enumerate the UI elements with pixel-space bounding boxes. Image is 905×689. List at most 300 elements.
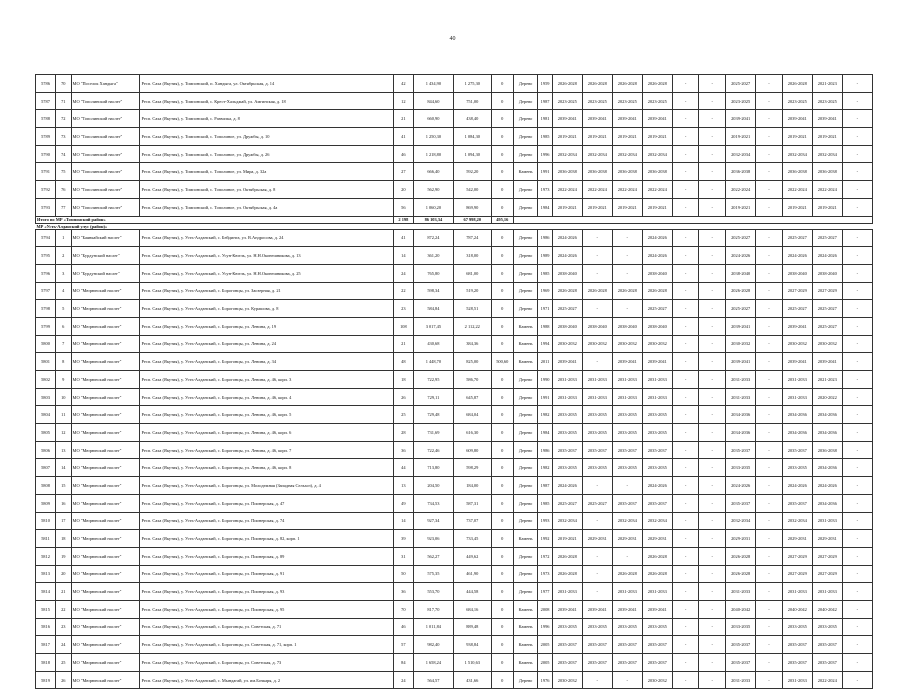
table-cell: - (842, 547, 872, 565)
table-cell: 2019-2021 (642, 128, 672, 146)
table-cell: 48 (393, 353, 413, 371)
table-cell: Респ. Саха (Якутия), у. Усть-Алданский, с. Усун-Кюель, ул. Н.Н.Оконешникова, д. 25 (140, 264, 393, 282)
table-cell: 5805 (36, 424, 56, 442)
table-cell: - (672, 110, 699, 128)
table-cell: 5808 (36, 477, 56, 495)
table-cell: 2019-2021 (782, 198, 812, 216)
table-cell: 2034-2036 (782, 406, 812, 424)
district-header: МР «Усть-Алданский улус (район)» (36, 223, 873, 229)
table-cell: 22 (56, 600, 72, 618)
table-cell: 2022-2024 (782, 181, 812, 199)
table-cell: 2035-2037 (552, 654, 582, 672)
table-cell: - (672, 128, 699, 146)
table-cell: 2026-2028 (782, 75, 812, 93)
table-cell: 44 (393, 459, 413, 477)
table-cell: 461,90 (453, 565, 491, 583)
table-cell: 2019-2021 (726, 198, 756, 216)
table-cell: Респ. Саха (Якутия), у. Усть-Алданский, с. Борогонцы, ул. Пионерская, д. 95 (140, 600, 393, 618)
table-cell: - (756, 654, 783, 672)
page-number: 40 (449, 36, 456, 42)
table-cell: 14 (56, 459, 72, 477)
table-cell: 318,00 (453, 247, 491, 265)
table-cell: 2033-2035 (582, 618, 612, 636)
table-cell: 982,40 (413, 636, 453, 654)
table-cell: Дерево (513, 198, 537, 216)
table-row (36, 353, 873, 371)
table-cell: - (672, 512, 699, 530)
table-cell: 2039-2041 (582, 110, 612, 128)
table-cell: 2035-2037 (642, 636, 672, 654)
summary-label: Итого по МР «Томпонский район» (36, 216, 394, 223)
table-cell: 2026-2028 (642, 565, 672, 583)
table-cell: 13 (56, 441, 72, 459)
table-cell: - (842, 406, 872, 424)
table-cell: Респ. Саха (Якутия), у. Усть-Алданский, с. Борогонцы, ул. Ленина, д. 46, корп. 7 (140, 441, 393, 459)
table-cell: 2031-2033 (726, 671, 756, 689)
table-cell: - (756, 530, 783, 548)
table-cell: 609,80 (453, 441, 491, 459)
table-cell: 2030-2032 (642, 671, 672, 689)
table-cell: 2023-2025 (812, 92, 842, 110)
table-cell: 2031-2033 (642, 583, 672, 601)
table-cell: - (699, 600, 726, 618)
table-cell: МО "Мюрюнский наслег" (71, 654, 140, 672)
table-cell: 2030-2032 (642, 335, 672, 353)
table-cell: 2025-2027 (726, 300, 756, 318)
table-cell: МО "Мюрюнский наслег" (71, 530, 140, 548)
table-cell: - (699, 654, 726, 672)
table-cell: МО "Мюрюнский наслег" (71, 424, 140, 442)
table-cell: 584,84 (413, 300, 453, 318)
table-cell: 2026-2028 (726, 565, 756, 583)
table-cell: 5802 (36, 371, 56, 389)
table-cell: - (582, 477, 612, 495)
table-cell: - (672, 600, 699, 618)
table-cell: 2039-2041 (612, 353, 642, 371)
table-cell: 2033-2035 (642, 424, 672, 442)
table-cell: 2031-2033 (782, 388, 812, 406)
table-cell: 564,57 (413, 671, 453, 689)
table-cell: - (612, 671, 642, 689)
table-cell: 0 (491, 477, 513, 495)
table-cell: 5810 (36, 512, 56, 530)
table-cell: 2019-2021 (582, 128, 612, 146)
table-cell: 1985 (538, 264, 552, 282)
table-cell: 2030-2032 (726, 335, 756, 353)
table-cell: - (842, 75, 872, 93)
table-cell: 1 084,30 (453, 128, 491, 146)
table-cell: 28 (393, 424, 413, 442)
table-cell: 2029-2031 (582, 530, 612, 548)
table-cell: 2036-2038 (612, 163, 642, 181)
table-cell: 5792 (36, 181, 56, 199)
table-cell: 5818 (36, 654, 56, 672)
table-row (36, 600, 873, 618)
table-cell: - (699, 75, 726, 93)
table-cell: 2022-2024 (612, 181, 642, 199)
table-cell: 2033-2035 (612, 459, 642, 477)
table-cell: 5809 (36, 494, 56, 512)
table-cell: 25 (56, 654, 72, 672)
table-cell: 2025-2027 (552, 494, 582, 512)
table-cell: 592,20 (453, 163, 491, 181)
table-cell: 2026-2028 (726, 282, 756, 300)
table-cell: 1986 (538, 441, 552, 459)
table-row (36, 92, 873, 110)
table-cell: 5814 (36, 583, 56, 601)
table-cell: - (756, 477, 783, 495)
table-cell: 0 (491, 600, 513, 618)
table-cell: 56 (393, 198, 413, 216)
summary-row (36, 216, 873, 223)
table-row (36, 300, 873, 318)
table-cell: 2026-2028 (612, 75, 642, 93)
table-cell: 575,35 (413, 565, 453, 583)
table-cell: - (842, 282, 872, 300)
table-cell: - (699, 494, 726, 512)
table-cell: 0 (491, 636, 513, 654)
table-cell: 5812 (36, 547, 56, 565)
table-cell: 2 112,22 (453, 317, 491, 335)
table-cell: - (842, 388, 872, 406)
table-row (36, 636, 873, 654)
table-cell: 722,95 (413, 371, 453, 389)
table-cell: 2026-2028 (642, 75, 672, 93)
table-cell: - (756, 424, 783, 442)
table-cell: 2026-2028 (726, 547, 756, 565)
table-cell: 431,66 (453, 671, 491, 689)
table-cell: 2024-2026 (812, 477, 842, 495)
table-cell: 2032-2034 (582, 145, 612, 163)
table-cell: 751,00 (453, 92, 491, 110)
table-cell: 5800 (36, 335, 56, 353)
table-cell: Камень (513, 317, 537, 335)
table-row (36, 128, 873, 146)
table-cell: - (699, 371, 726, 389)
table-cell: 1987 (538, 477, 552, 495)
table-cell: 2023-2025 (726, 92, 756, 110)
table-cell: - (842, 229, 872, 247)
table-cell: 5793 (36, 198, 56, 216)
table-cell: 938,84 (453, 636, 491, 654)
table-cell: 5819 (36, 671, 56, 689)
table-cell: 2031-2033 (782, 583, 812, 601)
table-cell: 5786 (36, 75, 56, 93)
table-cell: 2032-2034 (552, 145, 582, 163)
table-cell: 14 (393, 512, 413, 530)
table-cell: - (756, 618, 783, 636)
table-cell: 5787 (36, 92, 56, 110)
table-row (36, 110, 873, 128)
table-cell: Респ. Саха (Якутия), у. Усть-Алданский, с. Борогонцы, ул. Заозерная, д. 21 (140, 282, 393, 300)
table-cell: - (756, 300, 783, 318)
table-cell: 2035-2037 (642, 654, 672, 672)
table-cell: - (756, 636, 783, 654)
table-cell: - (672, 494, 699, 512)
table-cell: 2032-2034 (552, 512, 582, 530)
table-cell: 2034-2036 (812, 406, 842, 424)
table-cell: 869,90 (453, 198, 491, 216)
table-cell: 5807 (36, 459, 56, 477)
table-cell: 5817 (36, 636, 56, 654)
table-cell: 2026-2028 (612, 282, 642, 300)
table-cell: 21 (56, 583, 72, 601)
table-cell: - (582, 583, 612, 601)
table-cell: 681,00 (453, 264, 491, 282)
table-cell: 2040-2042 (812, 600, 842, 618)
table-cell: - (672, 282, 699, 300)
table-cell: - (582, 264, 612, 282)
table-cell: 0 (491, 110, 513, 128)
table-cell: 2023-2025 (782, 92, 812, 110)
table-cell: - (582, 229, 612, 247)
table-cell: МО "Мюрюнский наслег" (71, 441, 140, 459)
summary-empty (513, 216, 872, 223)
table-cell: Дерево (513, 512, 537, 530)
table-cell: Дерево (513, 181, 537, 199)
table-cell: 0 (491, 565, 513, 583)
table-cell: Респ. Саха (Якутия), у. Усть-Алданский, с. Борогонцы, ул. Молодежная (Западная Сельхоз), д. 4 (140, 477, 393, 495)
table-cell: - (672, 75, 699, 93)
table-cell: 2027-2029 (782, 565, 812, 583)
table-cell: - (842, 145, 872, 163)
table-cell: 2031-2033 (726, 388, 756, 406)
table-cell: 2039-2041 (582, 600, 612, 618)
table-cell: Респ. Саха (Якутия), у. Усть-Алданский, с. Мындагай, ул. им.Бочкаря, д. 2 (140, 671, 393, 689)
table-cell: - (699, 565, 726, 583)
table-cell: 5794 (36, 229, 56, 247)
table-cell: 2033-2035 (642, 618, 672, 636)
table-cell: - (582, 300, 612, 318)
table-cell: 2026-2028 (552, 547, 582, 565)
table-cell: - (756, 264, 783, 282)
table-cell: - (672, 406, 699, 424)
table-cell: 1994 (538, 335, 552, 353)
table-row (36, 335, 873, 353)
table-cell: 108 (393, 317, 413, 335)
table-cell: - (842, 600, 872, 618)
table-cell: МО "Бурдунский наслег" (71, 247, 140, 265)
table-cell: 2019-2021 (812, 198, 842, 216)
table-cell: 5796 (36, 264, 56, 282)
table-cell: - (612, 547, 642, 565)
table-row (36, 181, 873, 199)
table-cell: 0 (491, 92, 513, 110)
table-cell: 2024-2026 (642, 477, 672, 495)
table-cell: - (842, 512, 872, 530)
table-cell: - (756, 547, 783, 565)
table-cell: 889,48 (453, 618, 491, 636)
table-cell: - (756, 371, 783, 389)
table-cell: 2039-2041 (726, 110, 756, 128)
table-cell: - (756, 145, 783, 163)
table-cell: МО "Баянкайский наслег" (71, 229, 140, 247)
table-cell: 444,58 (453, 583, 491, 601)
table-row (36, 247, 873, 265)
table-cell: Дерево (513, 264, 537, 282)
table-cell: - (842, 128, 872, 146)
table-cell: 2025-2027 (782, 229, 812, 247)
table-cell: МО "Мюрюнский наслег" (71, 477, 140, 495)
table-cell: 1992 (538, 530, 552, 548)
table-cell: Дерево (513, 371, 537, 389)
table-cell: 2030-2032 (812, 335, 842, 353)
table-cell: 5813 (36, 565, 56, 583)
table-cell: 2027-2029 (782, 282, 812, 300)
table-cell: Респ. Саха (Якутия), у. Усть-Алданский, с. Борогонцы, ул. Ленина, д. 46, корп. 3 (140, 371, 393, 389)
table-cell: МО "Мюрюнский наслег" (71, 388, 140, 406)
table-cell: 1984 (538, 198, 552, 216)
table-cell: - (699, 530, 726, 548)
table-cell: - (842, 636, 872, 654)
table-cell: 0 (491, 671, 513, 689)
table-cell: - (672, 353, 699, 371)
table-cell: 2033-2035 (612, 406, 642, 424)
table-cell: 384,36 (453, 335, 491, 353)
table-cell: - (699, 145, 726, 163)
table-cell: 2024-2026 (726, 477, 756, 495)
table-cell: 49 (393, 494, 413, 512)
table-cell: 75 (56, 163, 72, 181)
table-cell: 2035-2037 (552, 441, 582, 459)
table-cell: - (699, 335, 726, 353)
table-cell: 1985 (538, 494, 552, 512)
table-row (36, 530, 873, 548)
table-cell: 2038-2040 (642, 317, 672, 335)
table-cell: 5815 (36, 600, 56, 618)
table-cell: Респ. Саха (Якутия), у. Томпонский, с. Тополиное, ул. Дружбы, д. 10 (140, 128, 393, 146)
table-cell: 23 (393, 300, 413, 318)
table-cell: - (672, 388, 699, 406)
table-row (36, 264, 873, 282)
table-cell: 2025-2027 (552, 300, 582, 318)
table-cell: 2025-2027 (726, 75, 756, 93)
table-cell: 2029-2031 (726, 530, 756, 548)
table-row (36, 371, 873, 389)
table-cell: Дерево (513, 75, 537, 93)
table-cell: - (756, 459, 783, 477)
table-cell: 77 (56, 198, 72, 216)
table-cell: 2032-2034 (726, 512, 756, 530)
table-cell: 1 510,63 (453, 654, 491, 672)
table-cell: Дерево (513, 229, 537, 247)
table-cell: Респ. Саха (Якутия), у. Томпонский, п. Хандыга, ул. Октябрьская, д. 14 (140, 75, 393, 93)
table-cell: 2036-2038 (812, 441, 842, 459)
table-cell: 0 (491, 128, 513, 146)
table-cell: 1959 (538, 75, 552, 93)
table-cell: 2033-2035 (582, 406, 612, 424)
table-cell: 562,90 (413, 181, 453, 199)
table-cell: - (756, 335, 783, 353)
table-cell: 2035-2037 (726, 441, 756, 459)
table-cell: 2036-2038 (552, 163, 582, 181)
table-cell: - (672, 654, 699, 672)
table-cell: 74 (56, 145, 72, 163)
table-cell: - (842, 198, 872, 216)
table-cell: - (842, 583, 872, 601)
table-cell: МО "Мюрюнский наслег" (71, 406, 140, 424)
table-cell: Дерево (513, 110, 537, 128)
table-cell: 0 (491, 247, 513, 265)
table-cell: 41 (393, 128, 413, 146)
table-cell: 2022-2024 (726, 181, 756, 199)
table-cell: 1 448,70 (413, 353, 453, 371)
table-cell: Респ. Саха (Якутия), у. Томпонский, с. Тополиное, ул. Октябрьская, д. 8 (140, 181, 393, 199)
table-row (36, 459, 873, 477)
table-cell: 12 (56, 424, 72, 442)
table-cell: 2039-2041 (642, 353, 672, 371)
table-cell: МО "Мюрюнский наслег" (71, 565, 140, 583)
table-cell: - (756, 406, 783, 424)
table-cell: 2033-2035 (642, 459, 672, 477)
table-cell: 2034-2036 (812, 459, 842, 477)
table-cell: Респ. Саха (Якутия), у. Усть-Алданский, с. Усун-Кюель, ул. Н.Н.Оконешникова, д. 13 (140, 247, 393, 265)
table-cell: 2039-2041 (782, 353, 812, 371)
table-cell: 2036-2038 (726, 163, 756, 181)
table-cell: 0 (491, 145, 513, 163)
table-cell: 2025-2027 (642, 300, 672, 318)
table-cell: 2039-2041 (552, 600, 582, 618)
table-cell: 2031-2033 (726, 371, 756, 389)
table-cell: 1987 (538, 92, 552, 110)
table-cell: МО "Мюрюнский наслег" (71, 671, 140, 689)
table-cell: 0 (491, 317, 513, 335)
table-cell: - (699, 300, 726, 318)
table-row (36, 145, 873, 163)
table-cell: 73 (56, 128, 72, 146)
table-cell: МО "Мюрюнский наслег" (71, 282, 140, 300)
table-cell: 2024-2026 (642, 229, 672, 247)
table-row (36, 547, 873, 565)
table-cell: 0 (491, 335, 513, 353)
table-cell: - (672, 636, 699, 654)
table-cell: 729,48 (413, 406, 453, 424)
table-cell: Камень (513, 618, 537, 636)
table-cell: - (842, 494, 872, 512)
table-cell: 1 011,84 (413, 618, 453, 636)
table-cell: МО "Мюрюнский наслег" (71, 494, 140, 512)
table-cell: 2033-2035 (552, 406, 582, 424)
table-cell: Респ. Саха (Якутия), у. Усть-Алданский, с. Борогонцы, ул. Ленина, д. 46, корп. 5 (140, 406, 393, 424)
table-row (36, 671, 873, 689)
table-cell: - (672, 198, 699, 216)
table-cell: 2027-2029 (812, 282, 842, 300)
table-cell: 2035-2037 (582, 441, 612, 459)
table-cell: - (672, 247, 699, 265)
table-cell: - (612, 229, 642, 247)
table-cell: 2026-2028 (552, 282, 582, 300)
table-cell: 0 (491, 547, 513, 565)
table-cell: 2033-2035 (612, 618, 642, 636)
table-cell: 2039-2041 (726, 353, 756, 371)
table-cell: - (672, 371, 699, 389)
table-cell: 5811 (36, 530, 56, 548)
table-cell: 2035-2037 (552, 636, 582, 654)
table-cell: 2031-2033 (642, 371, 672, 389)
table-cell: 70 (393, 600, 413, 618)
table-cell: 731,69 (413, 424, 453, 442)
table-cell: - (672, 477, 699, 495)
table-cell: - (672, 163, 699, 181)
table-cell: 14 (393, 247, 413, 265)
table-cell: 2031-2033 (612, 371, 642, 389)
table-cell: 2039-2041 (812, 110, 842, 128)
table-cell: 2031-2033 (582, 371, 612, 389)
table-cell: 519,20 (453, 282, 491, 300)
table-cell: 2030-2032 (552, 671, 582, 689)
table-row (36, 317, 873, 335)
table-cell: Респ. Саха (Якутия), у. Усть-Алданский, с. Борогонцы, ул. Курашова, д. 8 (140, 300, 393, 318)
